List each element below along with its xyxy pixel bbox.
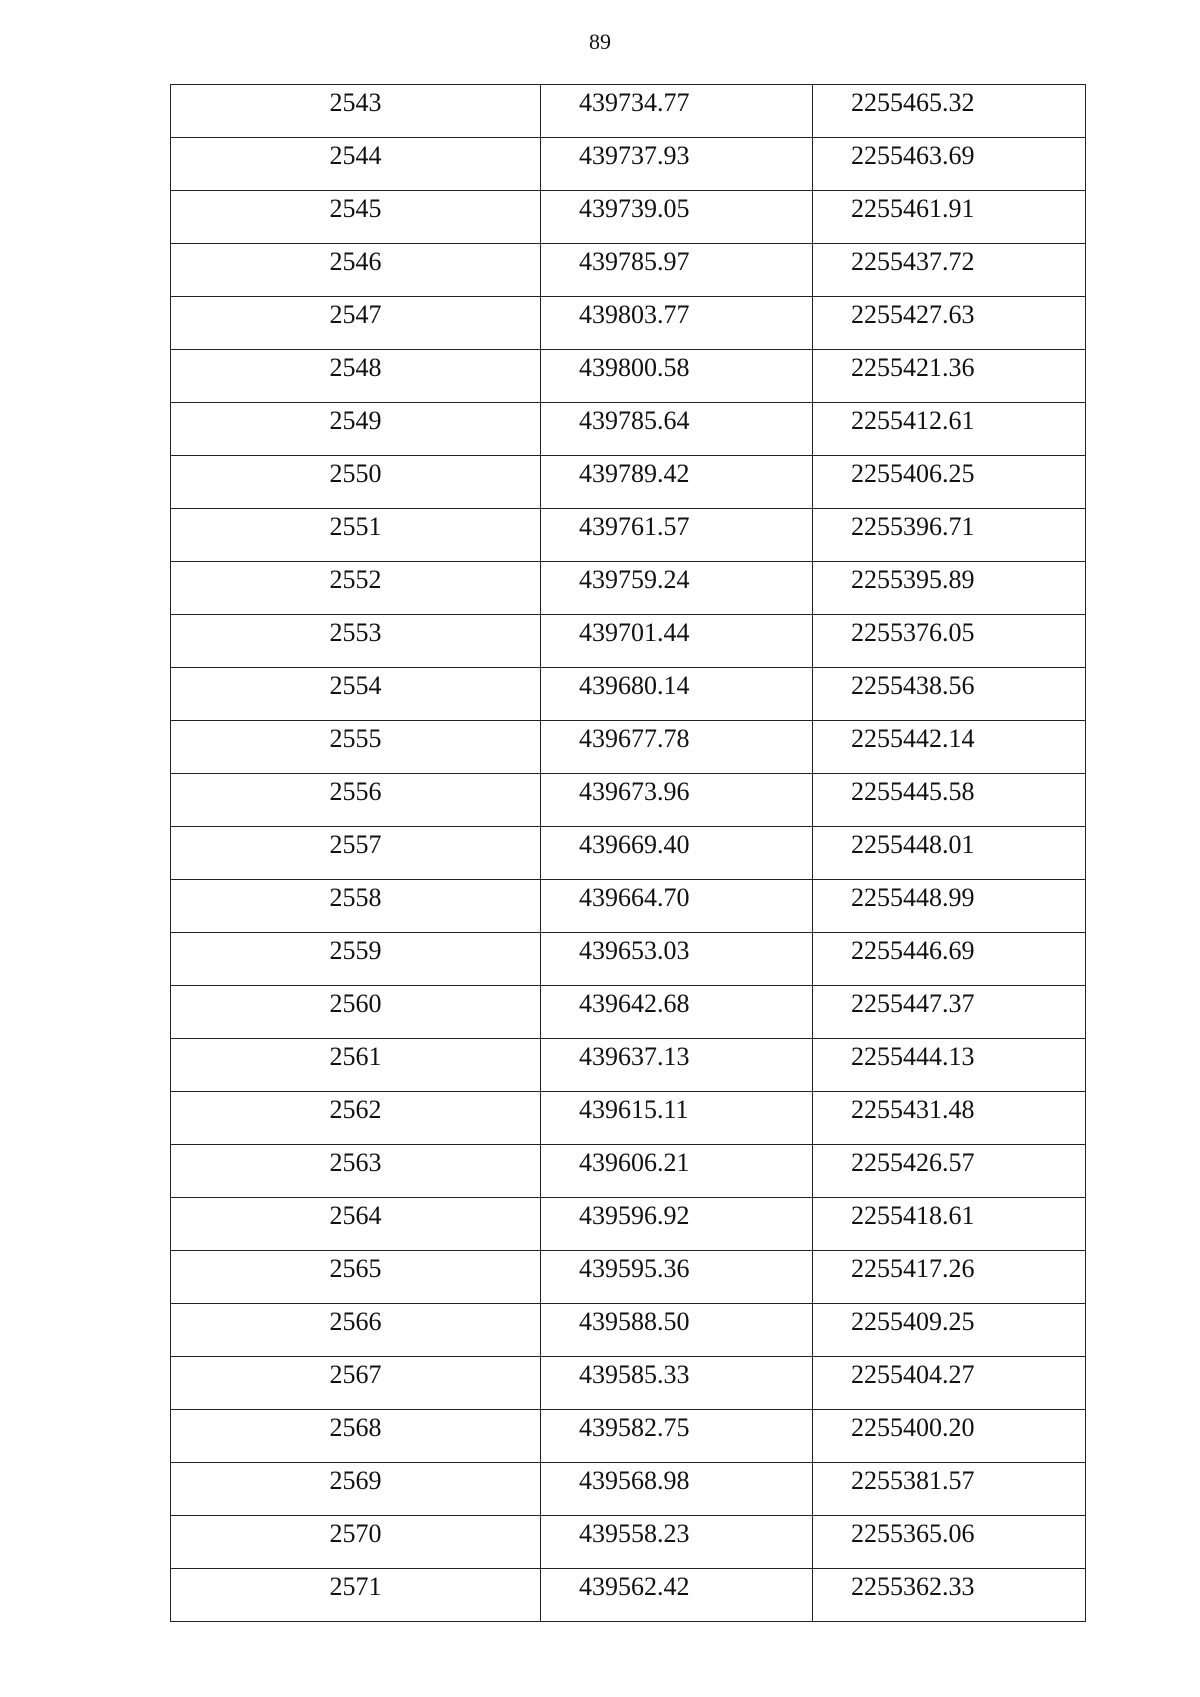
x-coordinate-value: 439789.42 [579, 459, 690, 488]
point-id-cell [171, 191, 541, 244]
table-row [171, 1463, 1086, 1516]
y-coordinate-cell [813, 1410, 1086, 1463]
point-id-cell [171, 986, 541, 1039]
y-coordinate-cell [813, 244, 1086, 297]
x-coordinate-value: 439680.14 [579, 671, 690, 700]
point-id-cell [171, 138, 541, 191]
point-id-value: 2547 [329, 300, 382, 329]
x-coordinate-cell [541, 350, 813, 403]
x-coordinate-value: 439734.77 [579, 88, 690, 117]
x-coordinate-value: 439558.23 [579, 1519, 690, 1548]
point-id-value: 2566 [329, 1307, 382, 1336]
y-coordinate-value: 2255421.36 [851, 353, 975, 382]
table-row [171, 138, 1086, 191]
x-coordinate-value: 439739.05 [579, 194, 690, 223]
x-coordinate-value: 439653.03 [579, 936, 690, 965]
x-coordinate-cell [541, 403, 813, 456]
y-coordinate-value: 2255400.20 [851, 1413, 975, 1442]
y-coordinate-cell [813, 615, 1086, 668]
table-row [171, 244, 1086, 297]
x-coordinate-value: 439606.21 [579, 1148, 690, 1177]
x-coordinate-cell [541, 827, 813, 880]
table-row [171, 85, 1086, 138]
y-coordinate-value: 2255376.05 [851, 618, 975, 647]
x-coordinate-cell [541, 244, 813, 297]
x-coordinate-value: 439737.93 [579, 141, 690, 170]
y-coordinate-cell [813, 297, 1086, 350]
point-id-cell [171, 721, 541, 774]
table-row [171, 615, 1086, 668]
point-id-cell [171, 774, 541, 827]
x-coordinate-cell [541, 986, 813, 1039]
table-row [171, 721, 1086, 774]
y-coordinate-value: 2255409.25 [851, 1307, 975, 1336]
x-coordinate-cell [541, 1198, 813, 1251]
table-row [171, 1198, 1086, 1251]
x-coordinate-cell [541, 1145, 813, 1198]
y-coordinate-cell [813, 668, 1086, 721]
x-coordinate-value: 439595.36 [579, 1254, 690, 1283]
point-id-cell [171, 1516, 541, 1569]
table-row [171, 1516, 1086, 1569]
y-coordinate-value: 2255426.57 [851, 1148, 975, 1177]
y-coordinate-value: 2255465.32 [851, 88, 975, 117]
y-coordinate-cell [813, 1463, 1086, 1516]
y-coordinate-value: 2255381.57 [851, 1466, 975, 1495]
table-row [171, 1251, 1086, 1304]
x-coordinate-cell [541, 85, 813, 138]
point-id-value: 2560 [329, 989, 382, 1018]
point-id-value: 2548 [329, 353, 382, 382]
point-id-cell [171, 1569, 541, 1622]
point-id-value: 2569 [329, 1466, 382, 1495]
point-id-cell [171, 827, 541, 880]
y-coordinate-value: 2255395.89 [851, 565, 975, 594]
table-row [171, 1092, 1086, 1145]
point-id-cell [171, 668, 541, 721]
x-coordinate-cell [541, 933, 813, 986]
y-coordinate-cell [813, 1516, 1086, 1569]
table-row [171, 456, 1086, 509]
point-id-cell [171, 562, 541, 615]
x-coordinate-cell [541, 562, 813, 615]
table-row [171, 668, 1086, 721]
point-id-cell [171, 1198, 541, 1251]
point-id-cell [171, 615, 541, 668]
point-id-cell [171, 456, 541, 509]
x-coordinate-cell [541, 138, 813, 191]
x-coordinate-value: 439701.44 [579, 618, 690, 647]
y-coordinate-value: 2255431.48 [851, 1095, 975, 1124]
x-coordinate-cell [541, 297, 813, 350]
point-id-cell [171, 1092, 541, 1145]
y-coordinate-value: 2255437.72 [851, 247, 975, 276]
x-coordinate-cell [541, 615, 813, 668]
x-coordinate-value: 439582.75 [579, 1413, 690, 1442]
point-id-cell [171, 1463, 541, 1516]
point-id-cell [171, 880, 541, 933]
y-coordinate-cell [813, 509, 1086, 562]
table-body [171, 85, 1086, 1622]
point-id-value: 2567 [329, 1360, 382, 1389]
y-coordinate-value: 2255442.14 [851, 724, 975, 753]
x-coordinate-value: 439785.64 [579, 406, 690, 435]
y-coordinate-cell [813, 85, 1086, 138]
y-coordinate-value: 2255448.99 [851, 883, 975, 912]
point-id-cell [171, 1145, 541, 1198]
x-coordinate-cell [541, 1357, 813, 1410]
y-coordinate-cell [813, 986, 1086, 1039]
table-row [171, 1569, 1086, 1622]
x-coordinate-cell [541, 1516, 813, 1569]
table-row [171, 1145, 1086, 1198]
point-id-cell [171, 1410, 541, 1463]
y-coordinate-cell [813, 1304, 1086, 1357]
y-coordinate-value: 2255446.69 [851, 936, 975, 965]
x-coordinate-cell [541, 774, 813, 827]
point-id-value: 2568 [329, 1413, 382, 1442]
y-coordinate-value: 2255444.13 [851, 1042, 975, 1071]
x-coordinate-cell [541, 1039, 813, 1092]
table-row [171, 403, 1086, 456]
x-coordinate-value: 439588.50 [579, 1307, 690, 1336]
y-coordinate-value: 2255448.01 [851, 830, 975, 859]
point-id-value: 2545 [329, 194, 382, 223]
x-coordinate-cell [541, 1569, 813, 1622]
y-coordinate-cell [813, 456, 1086, 509]
y-coordinate-cell [813, 933, 1086, 986]
y-coordinate-value: 2255463.69 [851, 141, 975, 170]
table-row [171, 297, 1086, 350]
x-coordinate-value: 439800.58 [579, 353, 690, 382]
point-id-cell [171, 1357, 541, 1410]
x-coordinate-cell [541, 1410, 813, 1463]
x-coordinate-value: 439759.24 [579, 565, 690, 594]
y-coordinate-value: 2255404.27 [851, 1360, 975, 1389]
y-coordinate-cell [813, 774, 1086, 827]
point-id-cell [171, 403, 541, 456]
point-id-value: 2549 [329, 406, 382, 435]
point-id-value: 2550 [329, 459, 382, 488]
y-coordinate-value: 2255461.91 [851, 194, 975, 223]
y-coordinate-cell [813, 827, 1086, 880]
point-id-cell [171, 350, 541, 403]
table-row [171, 986, 1086, 1039]
point-id-value: 2559 [329, 936, 382, 965]
point-id-value: 2546 [329, 247, 382, 276]
point-id-cell [171, 509, 541, 562]
point-id-value: 2544 [329, 141, 382, 170]
coordinates-table [170, 84, 1086, 1622]
x-coordinate-value: 439642.68 [579, 989, 690, 1018]
x-coordinate-value: 439585.33 [579, 1360, 690, 1389]
point-id-value: 2571 [329, 1572, 382, 1601]
table-row [171, 191, 1086, 244]
table-row [171, 1410, 1086, 1463]
y-coordinate-cell [813, 138, 1086, 191]
page-number: 89 [589, 29, 611, 54]
point-id-value: 2564 [329, 1201, 382, 1230]
point-id-value: 2562 [329, 1095, 382, 1124]
x-coordinate-cell [541, 721, 813, 774]
y-coordinate-cell [813, 721, 1086, 774]
x-coordinate-cell [541, 1463, 813, 1516]
x-coordinate-value: 439803.77 [579, 300, 690, 329]
y-coordinate-value: 2255427.63 [851, 300, 975, 329]
point-id-value: 2565 [329, 1254, 382, 1283]
x-coordinate-cell [541, 456, 813, 509]
x-coordinate-value: 439664.70 [579, 883, 690, 912]
table-row [171, 1039, 1086, 1092]
y-coordinate-value: 2255447.37 [851, 989, 975, 1018]
point-id-cell [171, 933, 541, 986]
y-coordinate-value: 2255365.06 [851, 1519, 975, 1548]
x-coordinate-value: 439615.11 [579, 1095, 689, 1124]
point-id-cell [171, 244, 541, 297]
y-coordinate-cell [813, 350, 1086, 403]
point-id-cell [171, 297, 541, 350]
x-coordinate-cell [541, 880, 813, 933]
y-coordinate-cell [813, 1357, 1086, 1410]
x-coordinate-value: 439669.40 [579, 830, 690, 859]
y-coordinate-value: 2255412.61 [851, 406, 975, 435]
y-coordinate-cell [813, 1251, 1086, 1304]
point-id-value: 2558 [329, 883, 382, 912]
point-id-value: 2555 [329, 724, 382, 753]
point-id-value: 2552 [329, 565, 382, 594]
table-row [171, 774, 1086, 827]
y-coordinate-cell [813, 191, 1086, 244]
y-coordinate-value: 2255445.58 [851, 777, 975, 806]
y-coordinate-value: 2255417.26 [851, 1254, 975, 1283]
table-row [171, 1304, 1086, 1357]
y-coordinate-value: 2255418.61 [851, 1201, 975, 1230]
y-coordinate-value: 2255406.25 [851, 459, 975, 488]
point-id-value: 2551 [329, 512, 382, 541]
y-coordinate-cell [813, 1198, 1086, 1251]
point-id-cell [171, 1039, 541, 1092]
point-id-value: 2570 [329, 1519, 382, 1548]
y-coordinate-cell [813, 1145, 1086, 1198]
x-coordinate-cell [541, 509, 813, 562]
x-coordinate-cell [541, 1092, 813, 1145]
table-row [171, 562, 1086, 615]
point-id-value: 2557 [329, 830, 382, 859]
y-coordinate-cell [813, 1039, 1086, 1092]
x-coordinate-cell [541, 1251, 813, 1304]
point-id-value: 2553 [329, 618, 382, 647]
x-coordinate-value: 439562.42 [579, 1572, 690, 1601]
x-coordinate-value: 439637.13 [579, 1042, 690, 1071]
point-id-value: 2554 [329, 671, 382, 700]
table-row [171, 880, 1086, 933]
point-id-cell [171, 85, 541, 138]
y-coordinate-value: 2255396.71 [851, 512, 975, 541]
point-id-cell [171, 1251, 541, 1304]
point-id-value: 2556 [329, 777, 382, 806]
x-coordinate-value: 439673.96 [579, 777, 690, 806]
point-id-value: 2563 [329, 1148, 382, 1177]
x-coordinate-cell [541, 668, 813, 721]
point-id-value: 2543 [329, 88, 382, 117]
x-coordinate-value: 439677.78 [579, 724, 690, 753]
x-coordinate-value: 439568.98 [579, 1466, 690, 1495]
x-coordinate-value: 439761.57 [579, 512, 690, 541]
x-coordinate-cell [541, 1304, 813, 1357]
y-coordinate-value: 2255362.33 [851, 1572, 975, 1601]
point-id-cell [171, 1304, 541, 1357]
table-row [171, 509, 1086, 562]
y-coordinate-cell [813, 880, 1086, 933]
x-coordinate-cell [541, 191, 813, 244]
x-coordinate-value: 439785.97 [579, 247, 690, 276]
table-row [171, 1357, 1086, 1410]
table-row [171, 827, 1086, 880]
x-coordinate-value: 439596.92 [579, 1201, 690, 1230]
y-coordinate-cell [813, 1092, 1086, 1145]
point-id-value: 2561 [329, 1042, 382, 1071]
y-coordinate-cell [813, 1569, 1086, 1622]
y-coordinate-cell [813, 403, 1086, 456]
table-row [171, 350, 1086, 403]
y-coordinate-value: 2255438.56 [851, 671, 975, 700]
table-row [171, 933, 1086, 986]
y-coordinate-cell [813, 562, 1086, 615]
